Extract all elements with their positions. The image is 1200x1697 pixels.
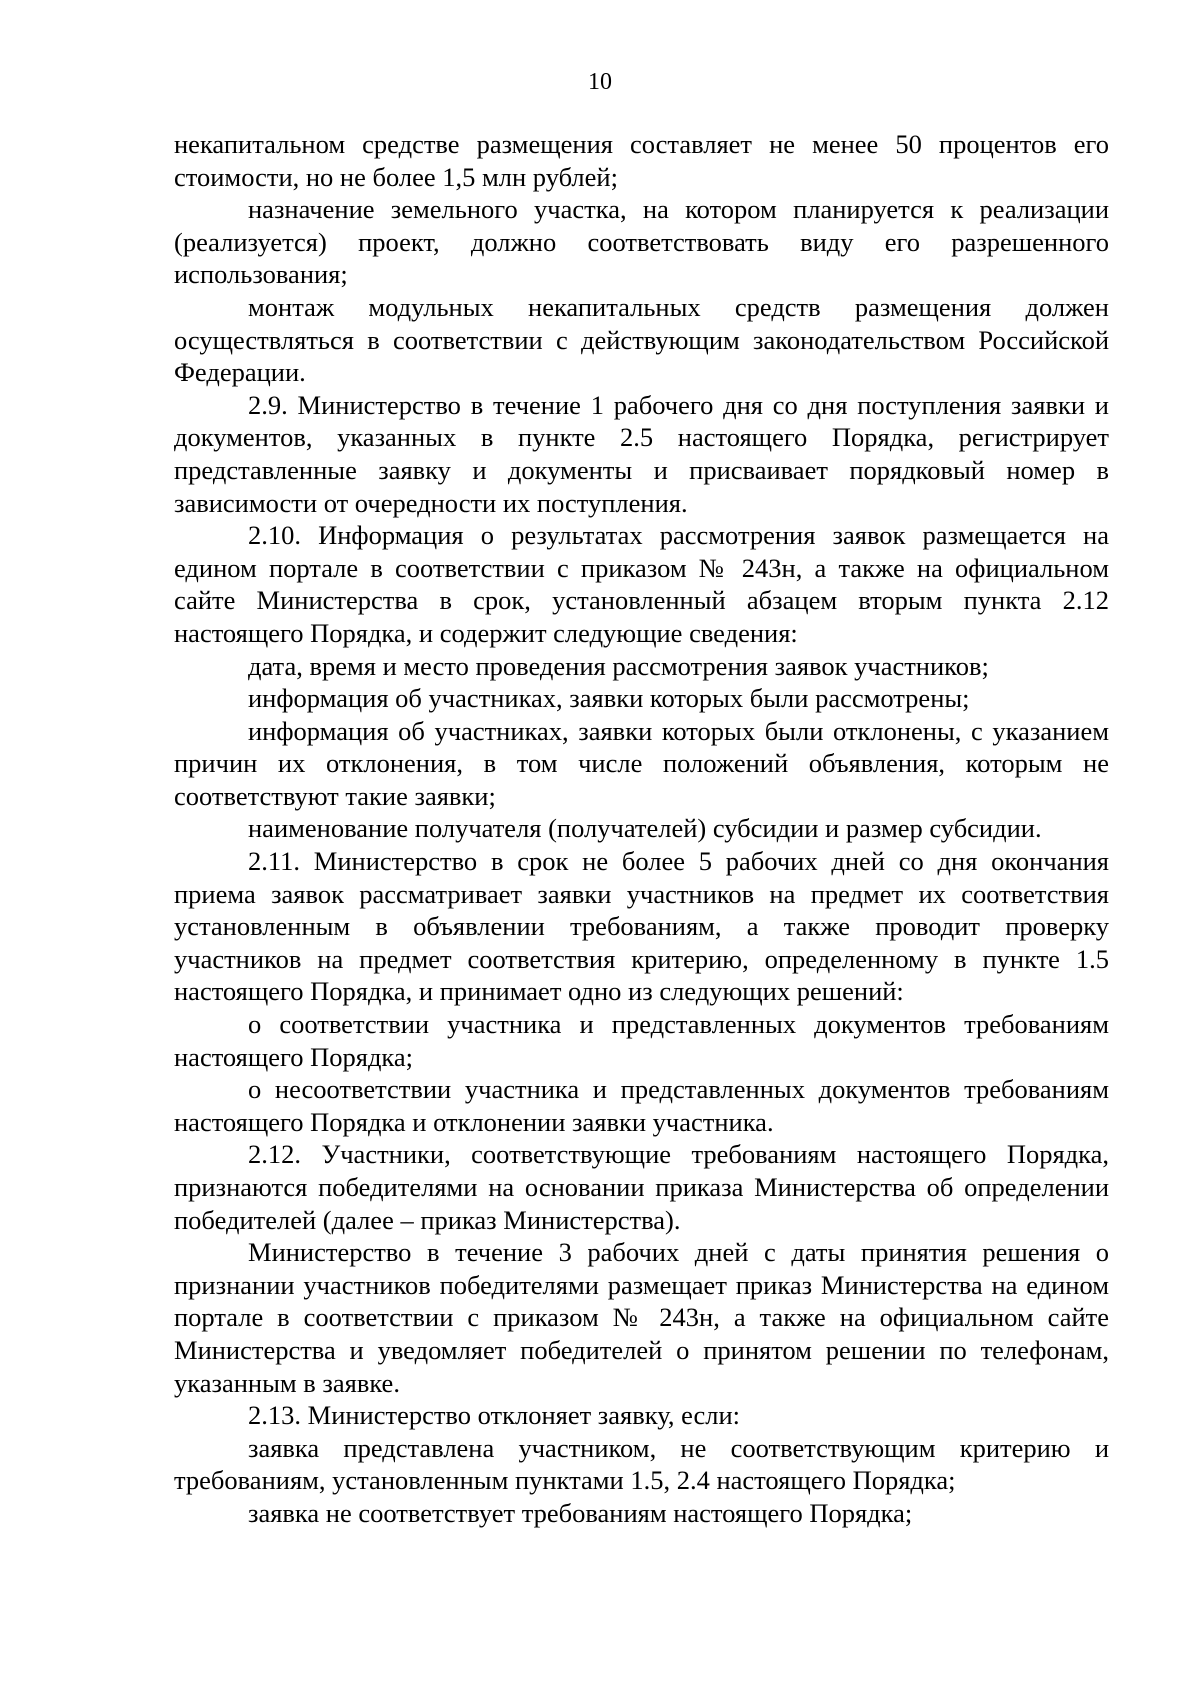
paragraph: наименование получателя (получателей) субсидии и размер субсидии. — [248, 813, 1042, 844]
paragraph: о несоответствии участника и представленных документов требованиям настоящего Порядка и отклонении заявки участника. — [174, 1074, 1109, 1137]
paragraph: 2.9. Министерство в течение 1 рабочего дня со дня поступления заявки и документов, указанных в пункте 2.5 настоящего Порядка, регистрирует представленные заявку и документы и присваивает порядковый номер в зависимости от очередности их поступления. — [174, 389, 1109, 518]
document-body — [174, 128, 1109, 1530]
paragraph: о соответствии участника и представленных документов требованиям настоящего Порядка; — [174, 1009, 1109, 1072]
paragraph: некапитальном средстве размещения составляет не менее 50 процентов его стоимости, но не более 1,5 млн рублей; — [174, 129, 1109, 192]
paragraph: информация об участниках, заявки которых были отклонены, с указанием причин их отклонения, в том числе положений объявления, которым не соответствуют такие заявки; — [174, 715, 1109, 811]
paragraph: заявка не соответствует требованиям настоящего Порядка; — [248, 1497, 913, 1528]
paragraph: 2.11. Министерство в срок не более 5 рабочих дней со дня окончания приема заявок рассматривает заявки участников на предмет их соответствия установленным в объявлении требованиям, а также проводит проверку участников на предмет соответствия критерию, определенному в пункте 1.5 настоящего Порядка, и принимает одно из следующих решений: — [174, 846, 1109, 1007]
paragraph: 2.12. Участники, соответствующие требованиям настоящего Порядка, признаются победителями на основании приказа Министерства об определении победителей (далее – приказ Министерства). — [174, 1139, 1109, 1235]
paragraph: назначение земельного участка, на котором планируется к реализации (реализуется) проект, должно соответствовать виду его разрешенного использования; — [174, 194, 1109, 290]
page-number: 10 — [588, 69, 612, 95]
paragraph: 2.13. Министерство отклоняет заявку, если: — [248, 1400, 741, 1431]
paragraph: заявка представлена участником, не соответствующим критерию и требованиям, установленным пунктами 1.5, 2.4 настоящего Порядка; — [174, 1432, 1109, 1496]
paragraph: информация об участниках, заявки которых были рассмотрены; — [248, 683, 970, 714]
paragraph: дата, время и место проведения рассмотрения заявок участников; — [248, 650, 989, 681]
paragraph: Министерство в течение 3 рабочих дней с даты принятия решения о признании участников победителями размещает приказ Министерства на едином портале в соответствии с приказом № 243н, а также на официальном сайте Министерства и уведомляет победителей о принятом решении по телефонам, указанным в заявке. — [174, 1237, 1109, 1398]
paragraph: монтаж модульных некапитальных средств размещения должен осуществляться в соответствии с действующим законодательством Российской Федерации. — [174, 291, 1109, 388]
paragraph: 2.10. Информация о результатах рассмотрения заявок размещается на едином портале в соответствии с приказом № 243н, а также на официальном сайте Министерства в срок, установленный абзацем вторым пункта 2.12 настоящего Порядка, и содержит следующие сведения: — [174, 520, 1109, 648]
